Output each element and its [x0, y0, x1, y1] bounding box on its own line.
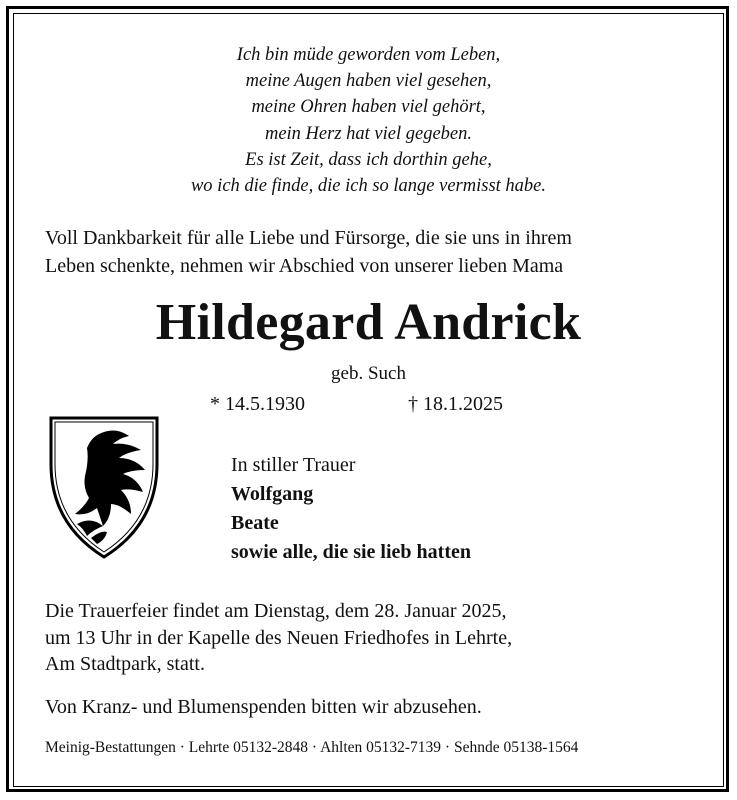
service-line: um 13 Uhr in der Kapelle des Neuen Friedhofes in Lehrte, [45, 626, 513, 649]
funeral-home-footer: Meinig-Bestattungen · Lehrte 05132-2848 · Ahlten 05132-7139 · Sehnde 05138-1564 [45, 739, 579, 756]
intro-line: Leben schenkte, nehmen wir Abschied von unserer lieben Mama [45, 255, 564, 277]
mourner-name: Wolfgang [231, 483, 314, 505]
poem [0, 42, 737, 199]
poem-line: wo ich die finde, die ich so lange vermisst habe. [190, 176, 547, 197]
deceased-name: Hildegard Andrick [155, 294, 582, 351]
poem-line: meine Augen haben viel gesehen, [245, 71, 492, 92]
mourners [231, 451, 471, 567]
death-date: † 18.1.2025 [408, 393, 503, 415]
intro-line: Voll Dankbarkeit für alle Liebe und Fürsorge, die sie uns in ihrem [45, 227, 572, 249]
service-line: Am Stadtpark, statt. [45, 653, 205, 675]
service-line: Die Trauerfeier findet am Dienstag, dem 28. Januar 2025, [45, 600, 507, 622]
poem-line: Ich bin müde geworden vom Leben, [236, 45, 501, 65]
birth-date: * 14.5.1930 [210, 393, 305, 415]
birth-name: geb. Such [331, 363, 406, 384]
mourner-name: Beate [231, 512, 279, 534]
flowers-note: Von Kranz- und Blumenspenden bitten wir abzusehen. [45, 696, 482, 718]
coat-of-arms-eagle-wing-icon [47, 414, 161, 560]
service-info [45, 598, 512, 678]
mourner-name: sowie alle, die sie lieb hatten [231, 541, 471, 563]
poem-line: Es ist Zeit, dass ich dorthin gehe, [245, 149, 492, 170]
poem-line: meine Ohren haben viel gehört, [251, 97, 486, 118]
mourners-intro: In stiller Trauer [231, 454, 356, 476]
intro-text [45, 224, 705, 280]
poem-line: mein Herz hat viel gegeben. [264, 123, 473, 144]
